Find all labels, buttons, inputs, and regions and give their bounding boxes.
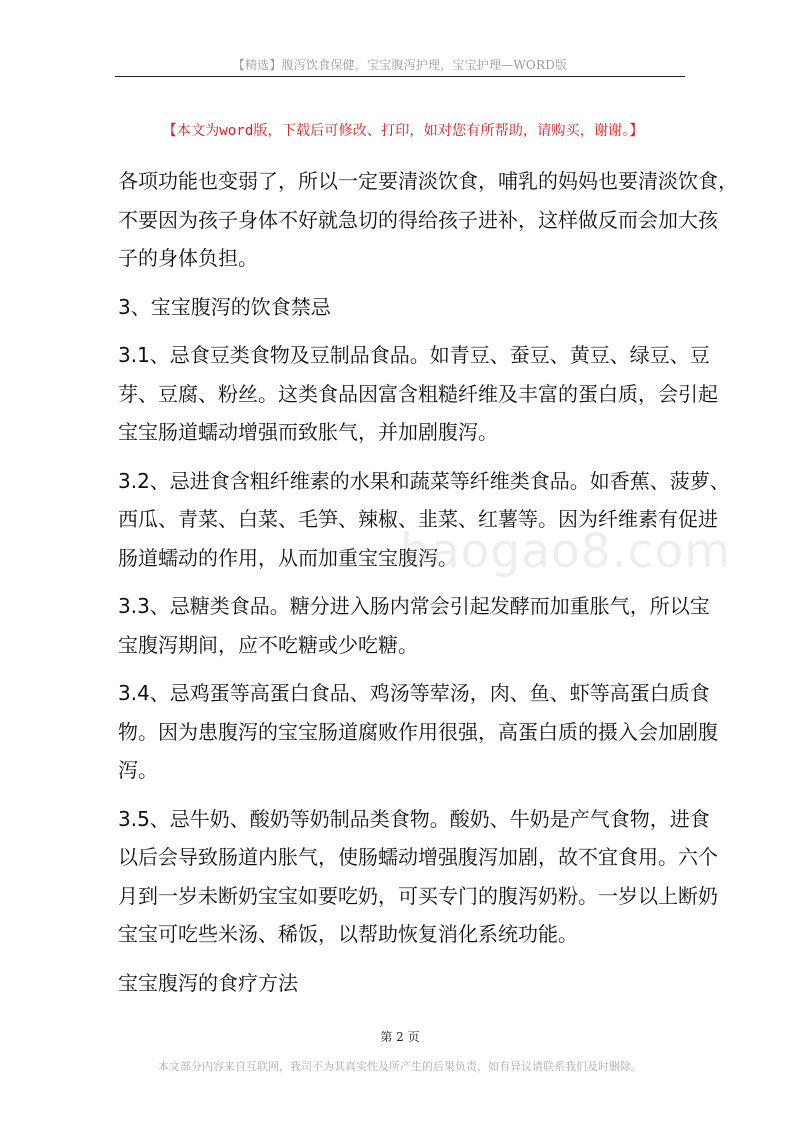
download-notice: 【本文为word版，下载后可修改、打印，如对您有所帮助，请购买，谢谢。】 [162, 123, 644, 139]
header-divider [115, 76, 685, 77]
text-line: 不要因为孩子身体不好就急切的得给孩子进补，这样做反而会加大孩 [118, 207, 718, 232]
intro-paragraph [118, 162, 738, 278]
text-line: 西瓜、青菜、白菜、毛笋、辣椒、韭菜、红薯等。因为纤维素有促进 [118, 507, 718, 531]
text-line: 芽、豆腐、粉丝。这类食品因富含粗糙纤维及丰富的蛋白质，会引起 [118, 381, 718, 406]
page-header: 【精选】腹泻饮食保健，宝宝腹泻护理，宝宝护理—WORD版 [232, 58, 568, 72]
text-line: 物。因为患腹泻的宝宝肠道腐败作用很强，高蛋白质的摄入会加剧腹 [118, 719, 718, 744]
text-line: 3.4、忌鸡蛋等高蛋白食品、鸡汤等荤汤，肉、鱼、虾等高蛋白质食 [118, 681, 710, 705]
item-paragraph-3-5 [118, 800, 718, 954]
closing-heading [118, 964, 683, 1003]
text-line: 月到一岁未断奶宝宝如要吃奶，可买专门的腹泻奶粉。一岁以上断奶 [118, 883, 718, 908]
text-line: 肠道蠕动的作用，从而加重宝宝腹泻。 [118, 545, 458, 570]
item-paragraph-3-1 [118, 336, 718, 452]
text-line: 宝宝可吃些米汤、稀饭，以帮助恢复消化系统功能。 [118, 922, 578, 946]
subsection-title: 宝宝腹泻的食疗方法 [118, 970, 298, 995]
text-line: 各项功能也变弱了，所以一定要清淡饮食，哺乳的妈妈也要清淡饮食， [118, 169, 738, 193]
text-line: 3.2、忌进食含粗纤维素的水果和蔬菜等纤维类食品。如香蕉、菠萝、 [118, 468, 730, 493]
item-paragraph-3-3 [118, 587, 710, 664]
text-line: 3.5、忌牛奶、酸奶等奶制品类食物。酸奶、牛奶是产气食物，进食 [118, 806, 710, 831]
text-line: 子的身体负担。 [118, 246, 258, 270]
footer-disclaimer: 本文部分内容来自互联网，我司不为其真实性及所产生的后果负责，如有异议请联系我们及时删除。 [158, 1060, 642, 1073]
section-title: 3、宝宝腹泻的饮食禁忌 [118, 294, 331, 319]
document-body [118, 162, 738, 1002]
text-line: 泻。 [118, 758, 158, 782]
text-line: 3.3、忌糖类食品。糖分进入肠内常会引起发酵而加重胀气，所以宝 [118, 594, 710, 618]
page-number: 第 2 页 [380, 1030, 420, 1044]
text-line: 3.1、忌食豆类食物及豆制品食品。如青豆、蚕豆、黄豆、绿豆、豆 [118, 343, 710, 367]
section-heading [118, 288, 683, 327]
text-line: 宝宝肠道蠕动增强而致胀气，并加剧腹泻。 [118, 420, 498, 444]
item-paragraph-3-4 [118, 674, 718, 790]
text-line: 宝腹泻期间，应不吃糖或少吃糖。 [118, 632, 418, 657]
text-line: 以后会导致肠道内胀气，使肠蠕动增强腹泻加剧，故不宜食用。六个 [118, 845, 718, 869]
site-watermark: baogao8.com [400, 524, 732, 579]
